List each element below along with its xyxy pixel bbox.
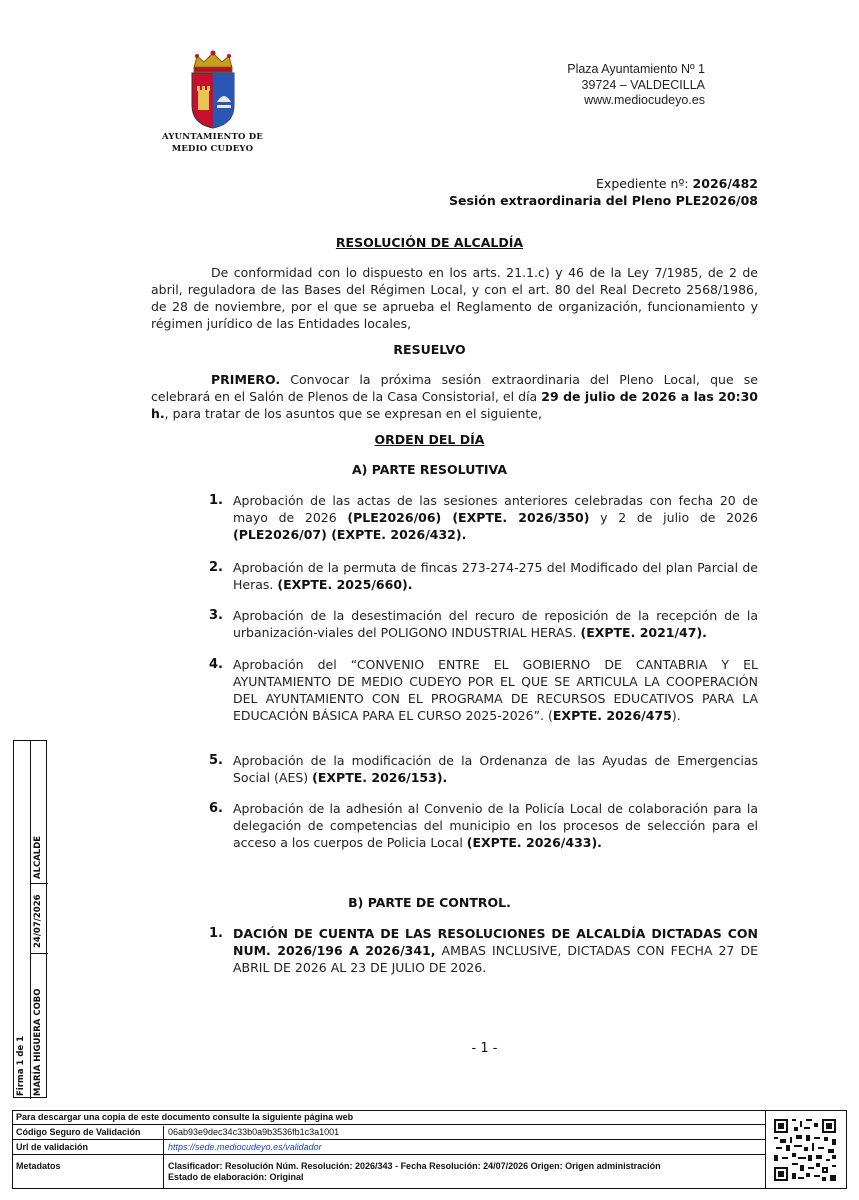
agenda-item: 1. Aprobación de las actas de las sesiones anteriores celebradas con fecha 20 de mayo de 2026 (PLE2026/06) (EXPTE. 2026/350) y 2 de julio de 2026 (PLE2026/07) (EXPTE. 2026/432). bbox=[209, 493, 758, 542]
orden-del-dia-heading: ORDEN DEL DÍA bbox=[374, 432, 485, 447]
agenda-item: 3. Aprobación de la desestimación del recuro de reposición de la recepción de la urbanización-viales del POLIGONO INDUSTRIAL HERAS. (EXPTE. 2021/47). bbox=[209, 608, 758, 640]
primero-paragraph: PRIMERO. Convocar la próxima sesión extraordinaria del Pleno Local, que se celebrará en el Salón de Plenos de la Casa Consistorial, el día 29 de julio de 2026 a las 20:30 h., para tratar de los asuntos que se expresan en el siguiente, bbox=[151, 372, 759, 421]
agenda-item: 1. DACIÓN DE CUENTA DE LAS RESOLUCIONES DE ALCALDÍA DICTADAS CON NUM. 2026/196 A 2026/341, AMBAS INCLUSIVE, DICTADAS CON FECHA 27 DE ABRIL DE 2026 AL 23 DE JULIO DE 2026. bbox=[209, 926, 758, 975]
address-website: www.mediocudeyo.es bbox=[584, 93, 705, 107]
signature-firma: Firma 1 de 1 bbox=[16, 1035, 26, 1096]
expediente-label: Expediente nº: bbox=[596, 176, 693, 191]
parte-resolutiva-heading: A) PARTE RESOLUTIVA bbox=[351, 462, 508, 477]
expediente-number: 2026/482 bbox=[692, 176, 758, 191]
coat-of-arms-icon bbox=[188, 50, 238, 130]
resuelvo-heading: RESUELVO bbox=[393, 342, 466, 357]
csv-label: Código Seguro de Validación bbox=[16, 1127, 141, 1137]
expediente-block bbox=[449, 175, 758, 209]
crest-line-1: AYUNTAMIENTO DE bbox=[161, 132, 264, 142]
crest-line-2: MEDIO CUDEYO bbox=[171, 144, 254, 154]
agenda-item: 5. Aprobación de la modificación de la Ordenanza de las Ayudas de Emergencias Social (AES) (EXPTE. 2026/153). bbox=[209, 753, 758, 785]
validation-link[interactable]: https://sede.mediocudeyo.es/validador bbox=[168, 1142, 322, 1152]
metadata-line-2: Estado de elaboración: Original bbox=[168, 1172, 304, 1182]
agenda-item: 6. Aprobación de la adhesión al Convenio de la Policía Local de colaboración para la delegación de competencias del municipio en los procesos de selección para el acceso a los cuerpos de Policia Local (EXPTE. 2026/433). bbox=[209, 801, 758, 850]
csv-value: 06ab93e9dec34c33b0a9b3536fb1c3a1001 bbox=[168, 1127, 340, 1137]
agenda-item: 2. Aprobación de la permuta de fincas 273-274-275 del Modificado del plan Parcial de Heras. (EXPTE. 2025/660). bbox=[209, 560, 758, 592]
address-block bbox=[567, 62, 705, 109]
metadata-label: Metadatos bbox=[16, 1161, 61, 1171]
page-number: - 1 - bbox=[471, 1041, 498, 1056]
signature-name: MARÍA HIGUERA COBO bbox=[33, 988, 43, 1096]
intro-paragraph: De conformidad con lo dispuesto en los arts. 21.1.c) y 46 de la Ley 7/1985, de 2 de abril, reguladora de las Bases del Régimen Local, y con el art. 80 del Real Decreto 2568/1986, de 28 de noviembre, por el que se aprueba el Reglamento de organización, funcionamiento y régimen jurídico de las Entidades locales, bbox=[151, 265, 758, 331]
metadata-line-1: Clasificador: Resolución Núm. Resolución: 2026/343 - Fecha Resolución: 24/07/2026 Origen: Origen administración bbox=[168, 1161, 661, 1171]
agenda-item: 4. Aprobación del “CONVENIO ENTRE EL GOBIERNO DE CANTABRIA Y EL AYUNTAMIENTO DE MEDIO CUDEYO POR EL QUE SE ARTICULA LA COOPERACIÓN DEL AYUNTAMIENTO CON EL PROGRAMA DE RECURSOS EDUCATIVOS PARA LA EDUCACIÓN BÁSICA PARA EL CURSO 2025-2026”. (EXPTE. 2026/475). bbox=[209, 657, 758, 723]
address-postal: 39724 – VALDECILLA bbox=[581, 77, 705, 92]
parte-control-heading: B) PARTE DE CONTROL. bbox=[348, 895, 511, 910]
document-title: RESOLUCIÓN DE ALCALDÍA bbox=[335, 235, 524, 250]
session-date: 29 de julio de 2026 a las 20:30 h. bbox=[151, 389, 759, 421]
address-street: Plaza Ayuntamiento Nº 1 bbox=[567, 62, 705, 76]
session-title: Sesión extraordinaria del Pleno PLE2026/08 bbox=[449, 193, 758, 208]
signature-box bbox=[13, 740, 47, 1098]
qr-code-icon[interactable] bbox=[772, 1117, 838, 1183]
validation-footer bbox=[12, 1110, 847, 1189]
primero-lead: PRIMERO. bbox=[211, 372, 281, 387]
municipality-name bbox=[150, 131, 275, 155]
download-note: Para descargar una copia de este documento consulte la siguiente página web bbox=[16, 1112, 354, 1122]
signature-date: 24/07/2026 bbox=[33, 894, 43, 948]
url-label: Url de validación bbox=[16, 1142, 89, 1152]
signature-role: ALCALDE bbox=[33, 835, 43, 879]
